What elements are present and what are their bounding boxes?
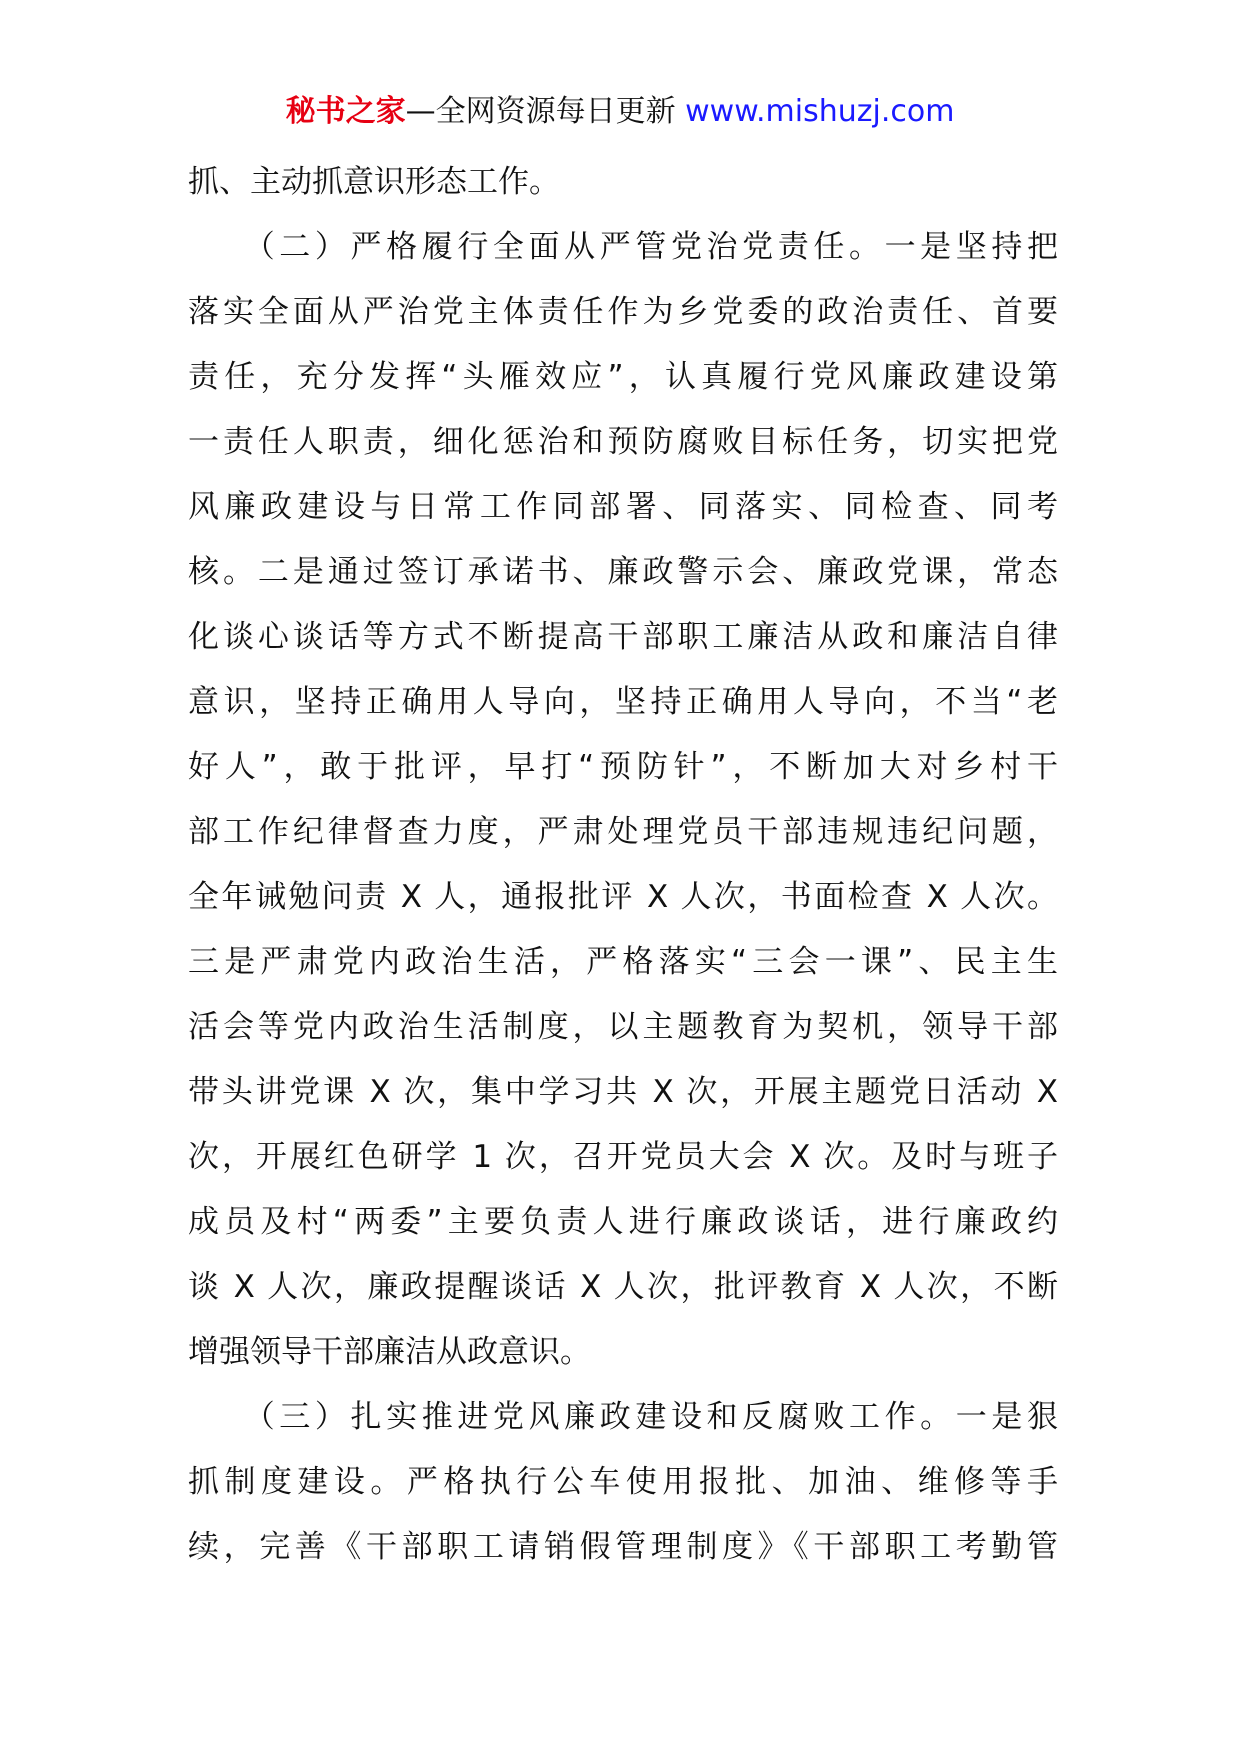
header-tagline: —全网资源每日更新 [405,94,686,129]
text-line: 三是严肃党内政治生活，严格落实“三会一课”、民主生 [188,944,1058,980]
website-url[interactable]: www.mishuzj.com [685,94,955,129]
text-line: 风廉政建设与日常工作同部署、同落实、同检查、同考 [188,489,1058,525]
text-line: 化谈心谈话等方式不断提高干部职工廉洁从政和廉洁自律 [188,619,1058,655]
text-line: 落实全面从严治党主体责任作为乡党委的政治责任、首要 [188,294,1058,330]
text-line: 谈 X 人次，廉政提醒谈话 X 人次，批评教育 X 人次，不断 [188,1269,1058,1305]
text-line: 意识，坚持正确用人导向，坚持正确用人导向，不当“老 [188,684,1058,720]
text-line: 责任，充分发挥“头雁效应”，认真履行党风廉政建设第 [188,359,1058,395]
text-line: （二）严格履行全面从严管党治党责任。一是坚持把 [188,229,1058,265]
text-line: 全年诫勉问责 X 人，通报批评 X 人次，书面检查 X 人次。 [188,879,1058,915]
text-line: 部工作纪律督查力度，严肃处理党员干部违规违纪问题， [188,814,1058,850]
text-line: 抓制度建设。严格执行公车使用报批、加油、维修等手 [188,1464,1058,1500]
text-line: 核。二是通过签订承诺书、廉政警示会、廉政党课，常态 [188,554,1058,590]
text-line: 次，开展红色研学 1 次，召开党员大会 X 次。及时与班子 [188,1139,1058,1175]
page-header [0,92,1240,132]
text-line: （三）扎实推进党风廉政建设和反腐败工作。一是狠 [188,1399,1058,1435]
text-line: 活会等党内政治生活制度，以主题教育为契机，领导干部 [188,1009,1058,1045]
text-line: 抓、主动抓意识形态工作。 [188,164,560,200]
text-line: 带头讲党课 X 次，集中学习共 X 次，开展主题党日活动 X [188,1074,1058,1110]
brand-name: 秘书之家 [285,94,406,129]
text-line: 增强领导干部廉洁从政意识。 [188,1334,591,1370]
document-body [188,162,1058,1592]
text-line: 成员及村“两委”主要负责人进行廉政谈话，进行廉政约 [188,1204,1058,1240]
text-line: 好人”，敢于批评，早打“预防针”，不断加大对乡村干 [188,749,1058,785]
text-line: 一责任人职责，细化惩治和预防腐败目标任务，切实把党 [188,424,1058,460]
text-line: 续，完善《干部职工请销假管理制度》《干部职工考勤管 [188,1529,1058,1565]
